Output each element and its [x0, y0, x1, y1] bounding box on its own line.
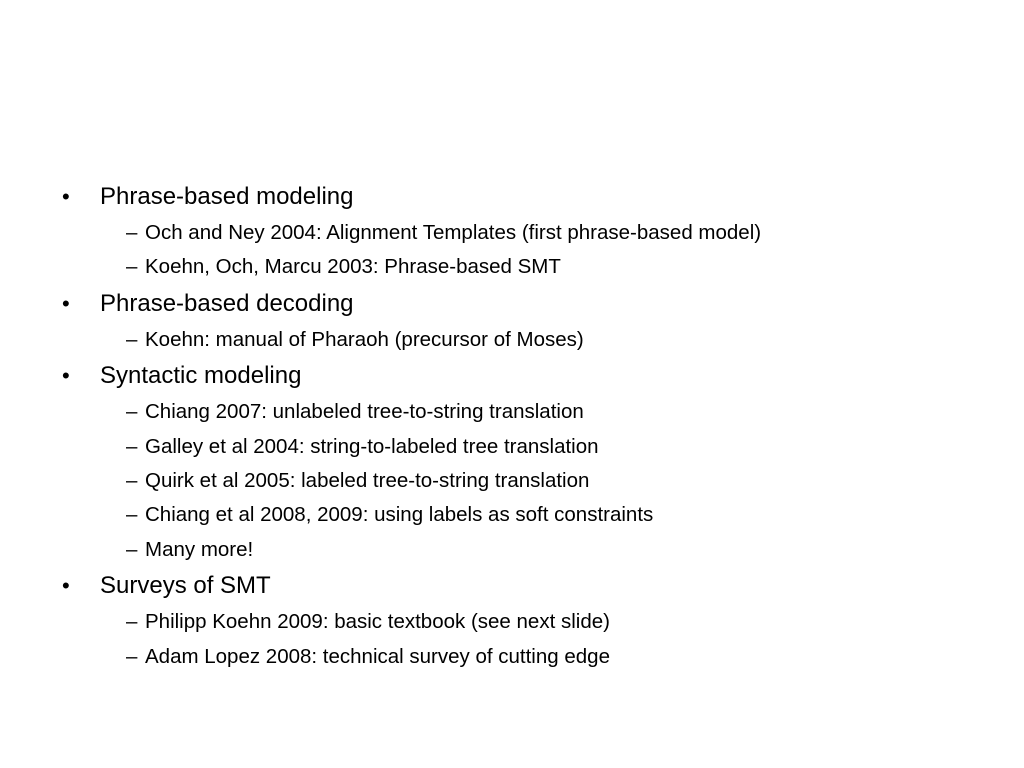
- sub-bullet-item: [62, 216, 1002, 250]
- dash-icon: –: [126, 434, 138, 458]
- bullet-list: [62, 178, 1002, 674]
- dash-icon: –: [126, 327, 138, 351]
- sub-bullet-text: Adam Lopez 2008: technical survey of cutting edge: [145, 644, 610, 668]
- dash-icon: –: [126, 255, 138, 279]
- bullet-item: [62, 178, 1002, 216]
- dash-icon: –: [126, 610, 138, 634]
- dash-icon: –: [126, 400, 138, 424]
- bullet-heading: Phrase-based decoding: [100, 289, 354, 317]
- sub-bullet-item: [62, 464, 1002, 498]
- dash-icon: –: [126, 503, 138, 527]
- sub-bullet-text: Chiang et al 2008, 2009: using labels as soft constraints: [145, 503, 654, 527]
- bullet-icon: •: [62, 363, 70, 389]
- sub-bullet-text: Quirk et al 2005: labeled tree-to-string translation: [145, 468, 590, 492]
- bullet-item: [62, 567, 1002, 605]
- sub-bullet-item: [62, 323, 1002, 357]
- dash-icon: –: [126, 221, 138, 244]
- bullet-heading: Surveys of SMT: [100, 572, 271, 600]
- sub-bullet-item: [62, 250, 1002, 284]
- bullet-heading: Phrase-based modeling: [100, 183, 354, 210]
- sub-bullet-text: Galley et al 2004: string-to-labeled tree translation: [145, 434, 599, 458]
- bullet-icon: •: [62, 184, 70, 209]
- sub-bullet-item: [62, 533, 1002, 567]
- bullet-icon: •: [62, 573, 70, 599]
- dash-icon: –: [126, 468, 138, 492]
- sub-bullet-text: Koehn, Och, Marcu 2003: Phrase-based SMT: [145, 255, 561, 279]
- bullet-icon: •: [62, 290, 70, 316]
- sub-bullet-item: [62, 498, 1002, 532]
- dash-icon: –: [126, 537, 138, 561]
- sub-bullet-item: [62, 430, 1002, 464]
- sub-bullet-text: Philipp Koehn 2009: basic textbook (see next slide): [145, 610, 610, 634]
- sub-bullet-text: Och and Ney 2004: Alignment Templates (first phrase-based model): [145, 221, 762, 244]
- bullet-item: [62, 285, 1002, 323]
- bullet-heading: Syntactic modeling: [100, 362, 302, 390]
- bullet-item: [62, 357, 1002, 395]
- sub-bullet-item: [62, 605, 1002, 639]
- sub-bullet-text: Chiang 2007: unlabeled tree-to-string translation: [145, 400, 584, 424]
- sub-bullet-item: [62, 640, 1002, 674]
- dash-icon: –: [126, 644, 138, 668]
- sub-bullet-text: Many more!: [145, 537, 254, 561]
- sub-bullet-item: [62, 395, 1002, 429]
- sub-bullet-text: Koehn: manual of Pharaoh (precursor of Moses): [145, 327, 584, 351]
